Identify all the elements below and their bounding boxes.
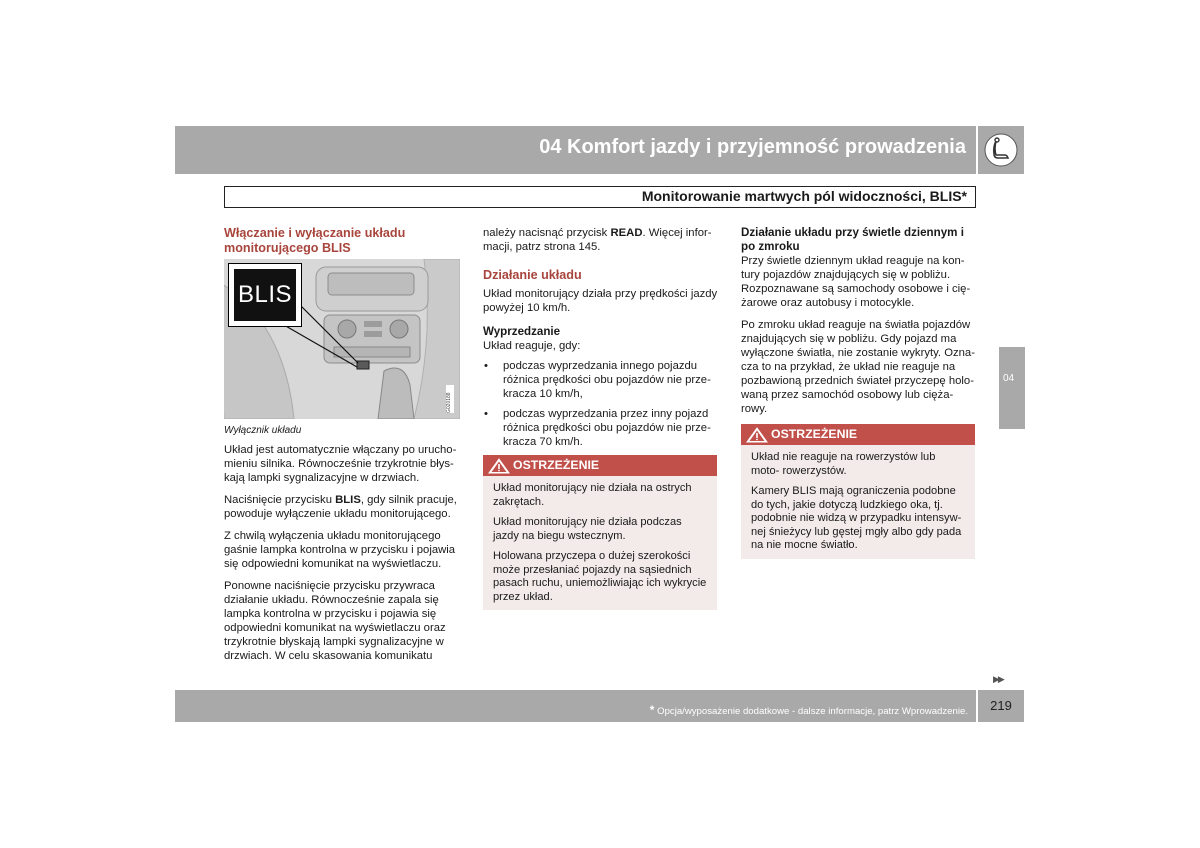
footnote-star: * xyxy=(649,703,655,717)
list-item: • podczas wyprzedzania przez inny pojazd różnica prędkości obu pojazdów nie prze- kracza 70 km/h. xyxy=(483,407,719,449)
warning-paragraph: Układ monitorujący nie działa na ostrych zakrętach. xyxy=(493,482,692,508)
warning-box-2 xyxy=(741,424,975,559)
warning-header xyxy=(483,455,717,476)
warning-triangle-icon xyxy=(746,427,768,443)
bullet-list xyxy=(483,359,719,449)
paragraph: Po zmroku układ reaguje na światła pojazdów znajdujących się w pobliżu. Gdy pojazd ma wyłączone światła, nie zostanie wykryty. Ozna- cza to na przykład, że układ nie reaguje na pozbawioną przednich świateł przyczepę holo- waną przez samochód osobowy lub cięża- rowy. xyxy=(741,319,975,415)
chapter-title: 04 Komfort jazdy i przyjemność prowadzenia xyxy=(539,136,966,158)
double-arrow-right-icon: ▶▶ xyxy=(993,674,1003,684)
paragraph xyxy=(224,493,462,521)
list-item: • podczas wyprzedzania innego pojazdu różnica prędkości obu pojazdów nie prze- kracza 10 km/h, xyxy=(483,359,719,401)
chapter-icon-box xyxy=(978,126,1024,174)
figure-caption: Wyłącznik układu xyxy=(224,425,302,436)
section-title-box xyxy=(224,186,976,208)
page-number-box xyxy=(978,690,1024,722)
heading-system-operation: Działanie układu xyxy=(483,268,582,282)
text: należy nacisnąć przycisk xyxy=(483,227,611,239)
column-2 xyxy=(483,226,719,455)
warning-body xyxy=(741,445,975,559)
column-1-heading xyxy=(224,226,462,260)
footnote-text: Opcja/wyposażenie dodatkowe - dalsze informacje, patrz Wprowadzenie. xyxy=(654,706,968,717)
paragraph: Przy świetle dziennym układ reaguje na kon- tury pojazdów znajdujących się w pobliżu. Rozpoznawane są samochody osobowe i cię- żarowe oraz autobusy i motocykle. xyxy=(741,255,971,309)
page-number: 219 xyxy=(990,698,1012,713)
car-seat-icon xyxy=(984,133,1018,167)
warning-paragraph: Układ nie reaguje na rowerzystów lub moto- rowerzystów. xyxy=(751,451,936,477)
read-button-ref: READ xyxy=(610,227,643,239)
warning-paragraph: Układ monitorujący nie działa podczas jazdy na biegu wstecznym. xyxy=(493,516,682,542)
footer-bar xyxy=(175,690,976,722)
blis-badge-text: BLIS xyxy=(237,281,293,308)
blis-badge xyxy=(234,269,296,321)
warning-title: OSTRZEŻENIE xyxy=(513,458,600,472)
warning-triangle-icon xyxy=(488,458,510,474)
warning-box-1 xyxy=(483,455,717,610)
subheading-day-night: Działanie układu przy świetle dziennym i po zmroku xyxy=(741,226,964,253)
paragraph: Układ jest automatycznie włączany po urucho- mieniu silnika. Równocześnie trzykrotnie błys- kają lampki sygnalizacyjne w drzwiach. xyxy=(224,444,457,484)
warning-title: OSTRZEŻENIE xyxy=(771,427,858,441)
chapter-header-bar xyxy=(175,126,976,174)
text: , gdy silnik pracuje, powoduje wyłączenie układu monitorującego. xyxy=(224,494,457,520)
warning-body xyxy=(483,476,717,610)
paragraph: Układ reaguje, gdy: xyxy=(483,340,581,352)
section-title: Monitorowanie martwych pól widoczności, BLIS* xyxy=(641,188,967,204)
chapter-side-tab-label: 04 xyxy=(1003,373,1015,384)
warning-paragraph: Holowana przyczepa o dużej szerokości może przesłaniać pojazdy na sąsiednich pasach ruchu, uniemożliwiając ich wykrycie przez układ. xyxy=(493,550,707,603)
figure-code: G020188 xyxy=(446,392,452,413)
subheading-overtaking: Wyprzedzanie xyxy=(483,325,561,338)
warning-header xyxy=(741,424,975,445)
warning-paragraph: Kamery BLIS mają ograniczenia podobne do tych, jakie dotyczą ludzkiego oka, tj. podobnie nie widzą w przypadku intensyw- nej śnieżycy lub gęstej mgły albo gdy pada na nie mocne światło. xyxy=(751,485,962,551)
paragraph xyxy=(483,226,719,254)
text: . Więcej infor- macji, patrz strona 145. xyxy=(483,227,712,253)
chapter-side-tab xyxy=(999,347,1025,429)
footnote xyxy=(650,703,968,717)
blis-switch-photo xyxy=(224,259,460,419)
column-1-body xyxy=(224,443,462,671)
blis-button-ref: BLIS xyxy=(335,494,361,506)
blis-badge-frame xyxy=(228,263,302,327)
text: Naciśnięcie przycisku xyxy=(224,494,336,506)
heading-blis-toggle: Włączanie i wyłączanie układu monitorującego BLIS xyxy=(224,226,406,255)
column-3 xyxy=(741,226,977,424)
paragraph: Ponowne naciśnięcie przycisku przywraca działanie układu. Równocześnie zapala się lampka kontrolna w przycisku i pojawia się odpowiedni komunikat na wyświetlaczu oraz trzykrotnie błyskają lampki sygnalizacyjne w drzwiach. W celu skasowania komunikatu xyxy=(224,580,446,662)
paragraph: Układ monitorujący działa przy prędkości jazdy powyżej 10 km/h. xyxy=(483,288,718,314)
paragraph: Z chwilą wyłączenia układu monitorującego gaśnie lampka kontrolna w przycisku i pojawia się odpowiedni komunikat na wyświetlaczu. xyxy=(224,530,456,570)
